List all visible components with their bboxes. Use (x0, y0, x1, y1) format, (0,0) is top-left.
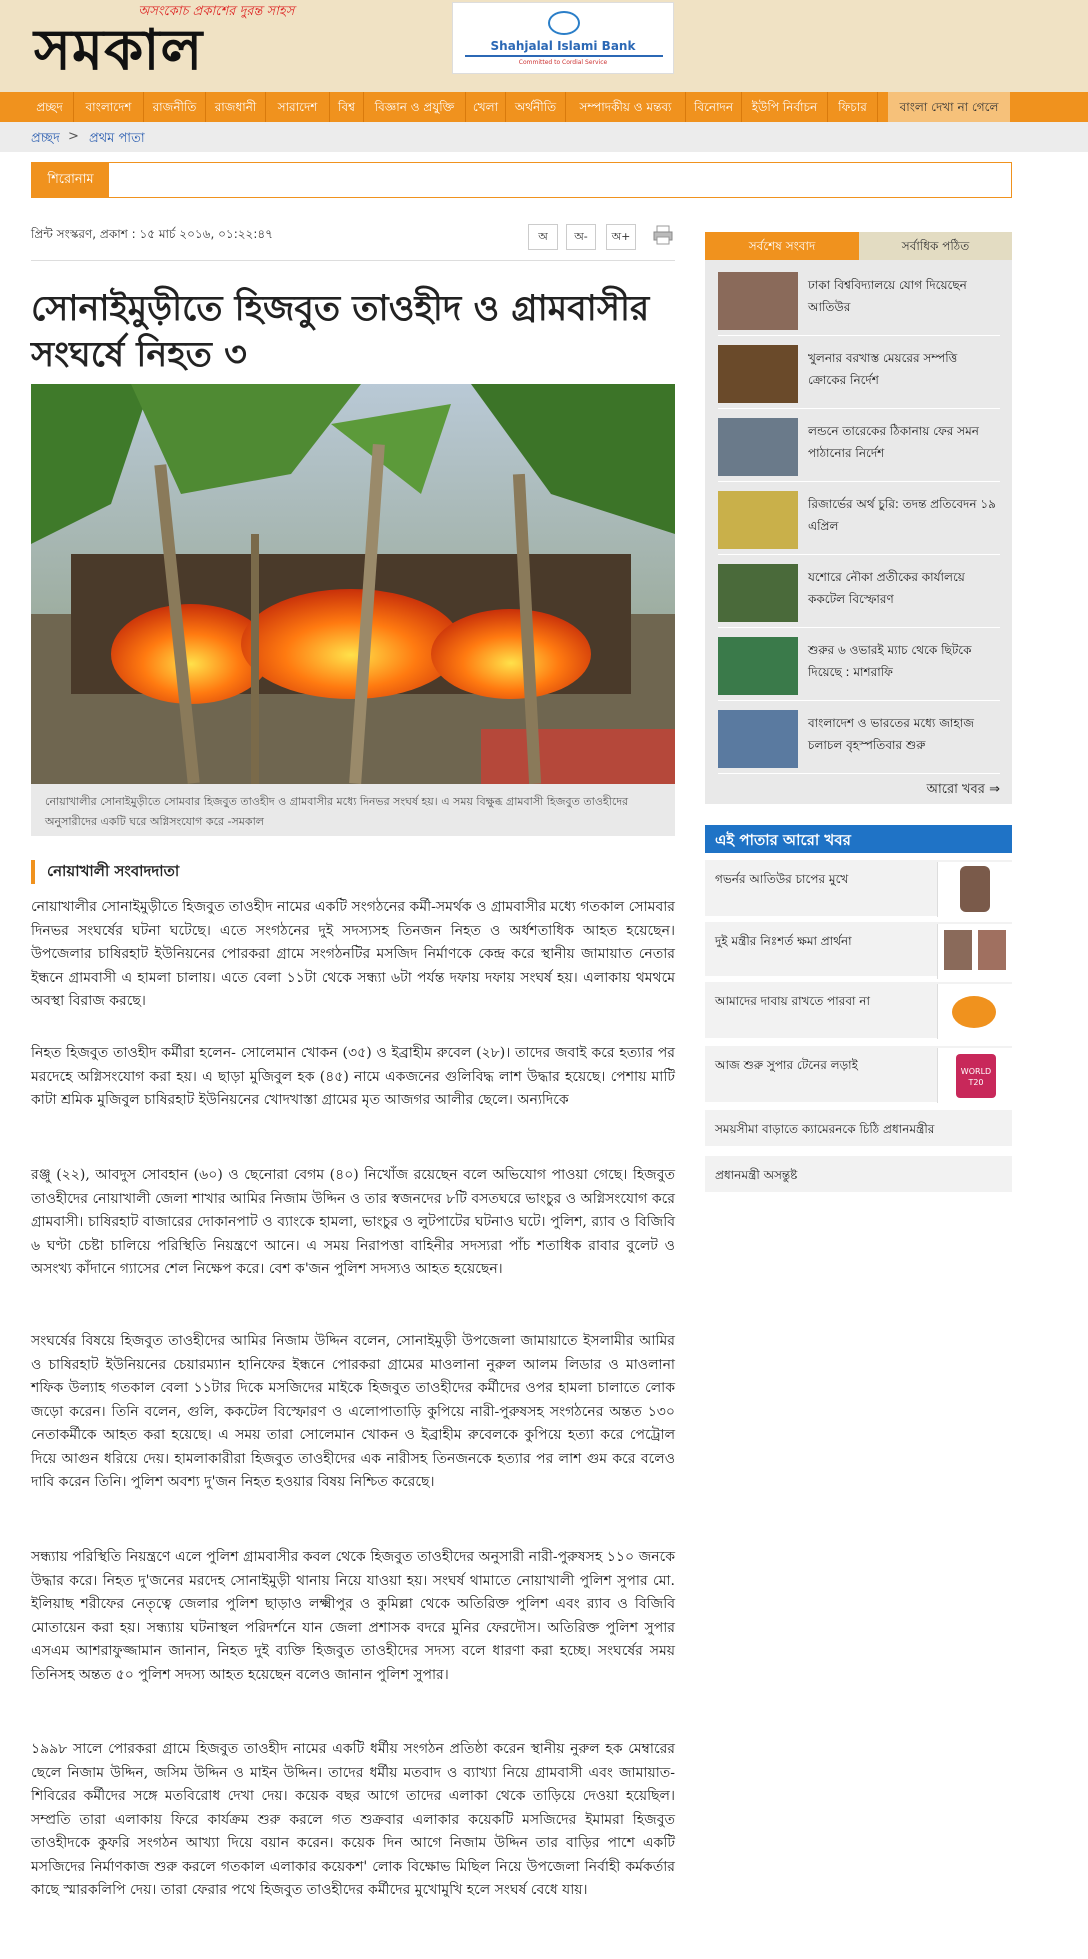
related-thumbnail[interactable] (937, 1048, 1012, 1103)
news-title[interactable]: লন্ডনে তারেকের ঠিকানায় ফের সমন পাঠানোর নির্দেশ (808, 424, 979, 460)
related-title[interactable]: দুই মন্ত্রীর নিঃশর্ত ক্ষমা প্রার্থনা (715, 934, 852, 948)
print-edition-info: প্রিন্ট সংস্করণ, প্রকাশ : ১৫ মার্চ ২০১৬, ০১:২২:৪৭ (31, 227, 273, 241)
article-paragraph: ১৯৯৮ সালে পোরকরা গ্রামে হিজবুত তাওহীদ নামের একটি ধর্মীয় সংগঠন প্রতিষ্ঠা করেন স্থানীয় নুরুল হক মেম্বারের ছেলে নিজাম উদ্দিন, জসিম উদ্দিন ও মাইন উদ্দিন। তাদের ধর্মীয় মতবাদ ও ব্যাখ্যা নিয়ে গ্রামবাসী এবং জামায়াত-শিবিরের কর্মীদের সঙ্গে মতবিরোধ দেখা দেয়। কয়েক বছর আগে তাদের এলাকা থেকে তাড়িয়ে দেওয়া হয়েছিল। সম্প্রতি তারা এলাকায় ফিরে কার্যক্রম শুরু করলে গত শুক্রবার এলাকার কয়েকটি মসজিদের ইমামরা হিজবুত তাওহীদকে কুফরি সংগঠন আখ্যা দিয়ে বয়ান করেন। কয়েক দিন আগে নিজাম উদ্দিন তার বাড়ির পাশে একটি মসজিদের নির্মাণকাজ শুরু করলে গতকাল এলাকার কয়েকশ' লোক বিক্ষোভ মিছিল নিয়ে উপজেলা নির্বাহী কর্মকর্তার কাছে স্মারকলিপি দেয়। তারা ফেরার পথে হিজবুত তাওহীদের কর্মীদের মুখোমুখি হলে সংঘর্ষ বেধে যায়। (31, 1741, 675, 1898)
nav-item-home[interactable]: প্রচ্ছদ (26, 92, 74, 122)
main-nav (0, 92, 1088, 122)
nav-item-capital[interactable]: রাজধানী (206, 92, 266, 122)
news-thumbnail[interactable] (718, 491, 798, 549)
article-paragraph: নিহত হিজবুত তাওহীদ কর্মীরা হলেন- সোলেমান খোকন (৩৫) ও ইব্রাহীম রুবেল (২৮)। তাদের জবাই করে হত্যার পর মরদেহে অগ্নিসংযোগ করা হয়। এ ছাড়া মুজিবুল হক (৪৫) নামে একজনের গুলিবিদ্ধ লাশ উদ্ধার হয়েছে। পেশায় মাটি কাটা শ্রমিক মুজিবুল চাষিরহাট ইউনিয়নের খোদখাস্তা গ্রামের মৃত আজগর আলীর ছেলে। অন্যদিকে (31, 1045, 675, 1108)
ad-divider (465, 55, 663, 57)
nav-item-economy[interactable]: অর্থনীতি (506, 92, 566, 122)
related-title[interactable]: গভর্নর আতিউর চাপের মুখে (715, 872, 849, 886)
nav-item-politics[interactable]: রাজনীতি (144, 92, 206, 122)
site-logo[interactable]: সমকাল (34, 17, 204, 83)
related-news-item[interactable] (705, 922, 1012, 976)
nav-item-editorial[interactable]: সম্পাদকীয় ও মন্তব্য (566, 92, 686, 122)
related-news-item[interactable] (705, 1156, 1012, 1192)
printer-icon[interactable] (652, 224, 674, 246)
news-title[interactable]: খুলনার বরখাস্ত মেয়রের সম্পত্তি ক্রোকের নির্দেশ (808, 351, 958, 387)
breadcrumb (0, 122, 1088, 152)
ad-bank-name: Shahjalal Islami Bank (490, 39, 636, 53)
article-photo (31, 384, 675, 784)
news-thumbnail[interactable] (718, 710, 798, 768)
font-decrease-button[interactable]: অ- (566, 224, 596, 250)
more-from-page-title: এই পাতার আরো খবর (715, 831, 851, 849)
nav-item-science[interactable]: বিজ্ঞান ও প্রযুক্তি (364, 92, 466, 122)
related-thumbnail[interactable] (937, 862, 1012, 917)
nav-item-world[interactable]: বিশ্ব (330, 92, 364, 122)
photo-caption: নোয়াখালীর সোনাইমুড়ীতে সোমবার হিজবুত তাওহীদ ও গ্রামবাসীর মধ্যে দিনভর সংঘর্ষ হয়। এ সময় বিক্ষুব্ধ গ্রামবাসী হিজবুত তাওহীদের অনুসারীদের একটি ঘরে অগ্নিসংযোগ করে -সমকাল (45, 795, 629, 828)
sidebar-news-item[interactable] (718, 629, 1000, 701)
photo-caption-box (31, 784, 675, 836)
bangla-help-link[interactable]: বাংলা দেখা না গেলে (888, 92, 1010, 122)
related-title[interactable]: আজ শুরু সুপার টেনের লড়াই (715, 1058, 858, 1072)
bank-logo-icon (548, 11, 580, 35)
sidebar-news-item[interactable] (718, 556, 1000, 628)
news-title[interactable]: ঢাকা বিশ্ববিদ্যালয়ে যোগ দিয়েছেন আতিউর (808, 278, 967, 314)
breadcrumb-separator: > (68, 129, 79, 144)
sidebar-news-item[interactable] (718, 410, 1000, 482)
sidebar-news-item[interactable] (718, 702, 1000, 774)
nav-item-sports[interactable]: খেলা (466, 92, 506, 122)
news-thumbnail[interactable] (718, 345, 798, 403)
news-thumbnail[interactable] (718, 418, 798, 476)
article-paragraph: সংঘর্ষের বিষয়ে হিজবুত তাওহীদের আমির নিজাম উদ্দিন বলেন, সোনাইমুড়ী উপজেলা জামায়াতে ইসলামীর আমির ও চাষিরহাট ইউনিয়নের চেয়ারম্যান হানিফের ইন্ধনে পোরকরা গ্রামের মাওলানা নুরুল আলম লিডার ও মাওলানা শফিক উল্যাহ গতকাল বেলা ১১টার দিকে মসজিদের মাইকে হিজবুত তাওহীদের কর্মীদের ওপর হামলা চালাতে লোক জড়ো করেন। তিনি বলেন, গুলি, ককটেল বিস্ফোরণ ও এলোপাতাড়ি কুপিয়ে নারী-পুরুষসহ সংগঠনের অন্তত ১৩০ নেতাকর্মীকে আহত করা হয়েছে। এ সময় তারা সোলেমান খোকন ও ইব্রাহীম রুবেলকে কুপিয়ে হত্যা করে পেট্রোল দিয়ে আগুন ধরিয়ে দেয়। হামলাকারীরা হিজবুত তাওহীদের এক নারীসহ তিনজনকে হত্যার পর লাশ গুম করে বলেও দাবি করেন তিনি। পুলিশ অবশ্য দু'জন নিহত হওয়ার বিষয় নিশ্চিত করেছে। (31, 1333, 675, 1490)
headline-ticker (31, 162, 1012, 198)
more-from-page-heading (705, 825, 1012, 853)
arrow-right-icon: ⇒ (989, 782, 1000, 797)
related-thumbnail[interactable] (937, 984, 1012, 1039)
sidebar-news-item[interactable] (718, 337, 1000, 409)
news-thumbnail[interactable] (718, 272, 798, 330)
news-thumbnail[interactable] (718, 637, 798, 695)
article-paragraph: রঞ্জু (২২), আবদুস সোবহান (৬০) ও ছেনোরা বেগম (৪০) নিখোঁজ রয়েছেন বলে অভিযোগ পাওয়া গেছে। হিজবুত তাওহীদের নোয়াখালী জেলা শাখার আমির নিজাম উদ্দিন ও তার স্বজনদের ৮টি বসতঘরে ভাংচুর ও অগ্নিসংযোগ করে গ্রামবাসী। চাষিরহাট বাজারের দোকানপাট ও ব্যাংকে হামলা, ভাংচুর ও লুটপাটের ঘটনাও ঘটে। পুলিশ, র‍্যাব ও বিজিবি ৬ ঘণ্টা চেষ্টা চালিয়ে পরিস্থিতি নিয়ন্ত্রণে আনে। এ সময় নিরাপত্তা বাহিনীর সদস্যরা পাঁচ শতাধিক রাবার বুলেট ও অসংখ্য কাঁদানে গ্যাসের শেল নিক্ষেপ করে। বেশ ক'জন পুলিশ সদস্যও আহত হয়েছেন। (31, 1167, 675, 1277)
related-news-item[interactable] (705, 982, 1012, 1038)
nav-item-up-election[interactable]: ইউপি নির্বাচন (742, 92, 828, 122)
tab-latest-news[interactable]: সর্বশেষ সংবাদ (705, 232, 859, 260)
related-thumbnail[interactable] (937, 924, 1012, 979)
more-news-label: আরো খবর (926, 782, 985, 797)
related-title[interactable]: প্রধানমন্ত্রী অসন্তুষ্ট (715, 1168, 798, 1182)
article-paragraph: সন্ধ্যায় পরিস্থিতি নিয়ন্ত্রণে এলে পুলিশ গ্রামবাসীর কবল থেকে হিজবুত তাওহীদের অনুসারী নারী-পুরুষসহ ১১০ জনকে উদ্ধার করে। নিহত দু'জনের মরদেহ সোনাইমুড়ী থানায় নিয়ে যাওয়া হয়। সংঘর্ষ থামাতে নোয়াখালী পুলিশ সুপার মো. ইলিয়াছ শরীফের নেতৃত্বে জেলার পুলিশ ছাড়াও লক্ষ্মীপুর ও কুমিল্লা থেকে অতিরিক্ত পুলিশ এবং র‍্যাব ও বিজিবি মোতায়েন করা হয়। সন্ধ্যায় ঘটনাস্থল পরিদর্শনে যান জেলা প্রশাসক বদরে মুনির ফেরদৌস। অতিরিক্ত পুলিশ সুপার এসএম আশরাফুজ্জামান জানান, নিহত দুই ব্যক্তি হিজবুত তাওহীদের সদস্য বলে ধারণা করা হচ্ছে। সংঘর্ষের সময় তিনিসহ অন্তত ৫০ পুলিশ সদস্য আহত হয়েছেন বলেও জানান পুলিশ সুপার। (31, 1549, 675, 1683)
font-normal-button[interactable]: অ (528, 224, 558, 250)
related-title[interactable]: আমাদের দাবায় রাখতে পারবা না (715, 994, 870, 1008)
masthead (0, 0, 1088, 92)
nav-item-feature[interactable]: ফিচার (828, 92, 878, 122)
sidebar-news-item[interactable] (718, 483, 1000, 555)
related-news-item[interactable] (705, 1110, 1012, 1146)
ad-slogan: Committed to Cordial Service (518, 59, 608, 66)
news-title[interactable]: শুরুর ৬ ওভারই ম্যাচ থেকে ছিটকে দিয়েছে : মাশরাফি (808, 643, 972, 679)
article-paragraph: নোয়াখালীর সোনাইমুড়ীতে হিজবুত তাওহীদ নামের একটি সংগঠনের কর্মী-সমর্থক ও গ্রামবাসীর মধ্যে গতকাল সোমবার দিনভর সংঘর্ষের ঘটনা ঘটেছে। এতে সংগঠনের দুই সদস্যসহ তিনজন নিহত ও অর্ধশতাধিক আহত হয়েছেন। উপজেলার চাষিরহাট ইউনিয়নের পোরকরা গ্রামে সংগঠনটির মসজিদ নির্মাণকে কেন্দ্র করে স্থানীয় জামায়াত নেতার ইন্ধনে গ্রামবাসী এ হামলা চালায়। এতে বেলা ১১টা থেকে সন্ধ্যা ৬টা পর্যন্ত দফায় দফায় সংঘর্ষ হয়। এলাকায় থমথমে অবস্থা বিরাজ করছে। (31, 899, 675, 1009)
related-title[interactable]: সময়সীমা বাড়াতে ক্যামেরনকে চিঠি প্রধানমন্ত্রীর (715, 1122, 935, 1136)
article-headline: সোনাইমুড়ীতে হিজবুত তাওহীদ ও গ্রামবাসীর সংঘর্ষে নিহত ৩ (31, 288, 650, 375)
author-name: নোয়াখালী সংবাদদাতা (47, 862, 180, 880)
world-t20-logo: WORLD T20 (956, 1054, 996, 1098)
more-news-link[interactable] (927, 780, 1000, 801)
tab-most-read[interactable]: সর্বাধিক পঠিত (859, 232, 1012, 260)
bank-advertisement[interactable] (452, 2, 674, 74)
font-increase-button[interactable]: অ+ (606, 224, 636, 250)
breadcrumb-current[interactable]: প্রথম পাতা (89, 131, 145, 146)
related-news-item[interactable] (705, 860, 1012, 916)
divider (31, 260, 675, 261)
nav-item-bangladesh[interactable]: বাংলাদেশ (74, 92, 144, 122)
logo-tagline: অসংকোচ প্রকাশের দুরন্ত সাহস (138, 4, 295, 19)
author-byline (31, 860, 675, 884)
news-title[interactable]: বাংলাদেশ ও ভারতের মধ্যে জাহাজ চলাচল বৃহস্পতিবার শুরু (808, 716, 974, 752)
nav-item-entertainment[interactable]: বিনোদন (686, 92, 742, 122)
news-title[interactable]: রিজার্ভের অর্থ চুরি: তদন্ত প্রতিবেদন ১৯ এপ্রিল (808, 497, 996, 533)
news-title[interactable]: যশোরে নৌকা প্রতীকের কার্যালয়ে ককটেল বিস্ফোরণ (808, 570, 965, 606)
related-news-item[interactable] (705, 1046, 1012, 1102)
breadcrumb-home[interactable]: প্রচ্ছদ (31, 131, 60, 146)
ticker-label: শিরোনাম (32, 163, 109, 197)
latest-news-panel (705, 232, 1012, 804)
nav-item-country[interactable]: সারাদেশ (266, 92, 330, 122)
sidebar-news-item[interactable] (718, 264, 1000, 336)
news-thumbnail[interactable] (718, 564, 798, 622)
